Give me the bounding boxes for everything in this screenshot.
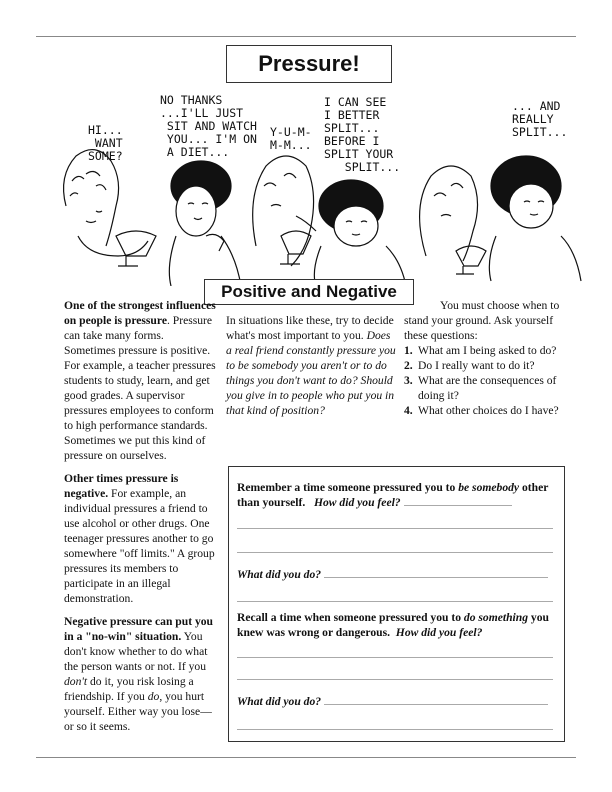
girls-sundae-illustration bbox=[56, 86, 586, 286]
intro-column bbox=[64, 298, 216, 742]
speech-girl-2: NO THANKS ...I'LL JUST SIT AND WATCH YOU... I'M ON A DIET... bbox=[160, 93, 257, 159]
question-what-did-you-do-2: What did you do? bbox=[237, 694, 555, 709]
answer-line[interactable] bbox=[237, 679, 553, 680]
section-subtitle: Positive and Negative bbox=[204, 279, 414, 305]
answer-line[interactable] bbox=[237, 729, 553, 730]
answer-line[interactable] bbox=[237, 528, 553, 529]
situations-column bbox=[226, 313, 396, 418]
lead-bold-text: One of the strongest influences on people is pressure bbox=[64, 299, 216, 327]
girl-2-figure bbox=[169, 161, 241, 286]
girl-5-figure bbox=[420, 166, 478, 261]
questions-column bbox=[404, 298, 566, 418]
girl-3-figure bbox=[253, 156, 316, 266]
emphasis-text: don't bbox=[64, 675, 88, 688]
question-recall: Recall a time when someone pressured you to do something you knew was wrong or dangerous. How did you feel? bbox=[237, 611, 549, 639]
list-item: 1. What am I being asked to do? bbox=[404, 344, 557, 357]
answer-line[interactable] bbox=[237, 552, 553, 553]
bottom-rule bbox=[36, 757, 576, 758]
emphasis-text: do bbox=[147, 690, 160, 703]
answer-line[interactable] bbox=[324, 694, 548, 705]
lead-bold-text: Other times pressure is negative. bbox=[64, 472, 179, 500]
paragraph-no-win bbox=[64, 614, 216, 734]
list-item: 4. What other choices do I have? bbox=[404, 404, 559, 417]
reflection-box bbox=[228, 466, 565, 742]
question-remember: Remember a time someone pressured you to be somebody other than yourself. How did you feel? bbox=[237, 481, 549, 509]
questions-list bbox=[404, 343, 566, 418]
top-rule bbox=[36, 36, 576, 37]
answer-line[interactable] bbox=[404, 495, 512, 506]
paragraph-text: You don't know whether to do what the person wants or not. If you bbox=[64, 630, 208, 673]
question-what-did-you-do-1: What did you do? bbox=[237, 567, 555, 582]
speech-girl-3: Y-U-M- M-M... bbox=[270, 125, 312, 152]
answer-line[interactable] bbox=[237, 601, 553, 602]
answer-line[interactable] bbox=[237, 657, 553, 658]
paragraph-text: . Pressure can take many forms. Sometimes pressure is positive. For example, a teacher pressures students to study, learn, and get good grades. A supervisor pressures employees to conform to high performance standards. Sometimes we put this kind of pressure on ourselves. bbox=[64, 314, 216, 462]
paragraph-strongest-influences bbox=[64, 298, 216, 463]
speech-girl-5: ... AND REALLY SPLIT... bbox=[512, 99, 568, 139]
speech-girl-1: HI... WANT SOME? bbox=[88, 123, 123, 163]
questions-intro: You must choose when to stand your ground. Ask yourself these questions: bbox=[404, 299, 560, 342]
paragraph-text: do it, you risk losing a friendship. If you bbox=[64, 675, 194, 703]
paragraph-text: , you hurt yourself. Either way you lose—or so it seems. bbox=[64, 690, 212, 733]
girl-1-figure bbox=[64, 150, 156, 266]
list-item: 2. Do I really want to do it? bbox=[404, 359, 535, 372]
list-item: 3. What are the consequences of doing it? bbox=[404, 374, 557, 402]
girl-4-figure bbox=[314, 180, 406, 286]
paragraph-negative-pressure bbox=[64, 471, 216, 606]
page-title: Pressure! bbox=[226, 45, 392, 83]
lead-bold-text: Negative pressure can put you in a "no-win" situation. bbox=[64, 615, 214, 643]
answer-line[interactable] bbox=[324, 567, 548, 578]
speech-girl-4: I CAN SEE I BETTER SPLIT... BEFORE I SPLIT YOUR SPLIT... bbox=[324, 95, 401, 174]
girl-6-figure bbox=[456, 156, 581, 281]
paragraph-text: For example, an individual pressures a friend to use alcohol or other drugs. One teenager pressures another to go somewhere "off limits." A group pressures its members to participate in an illegal demonstration. bbox=[64, 487, 215, 605]
italic-questions: Does a real friend constantly pressure you to be somebody you aren't or to do things you don't want to do? Should you give in to people who put you in that kind of position? bbox=[226, 329, 396, 417]
paragraph-text: In situations like these, try to decide what's most important to you. bbox=[226, 314, 394, 342]
